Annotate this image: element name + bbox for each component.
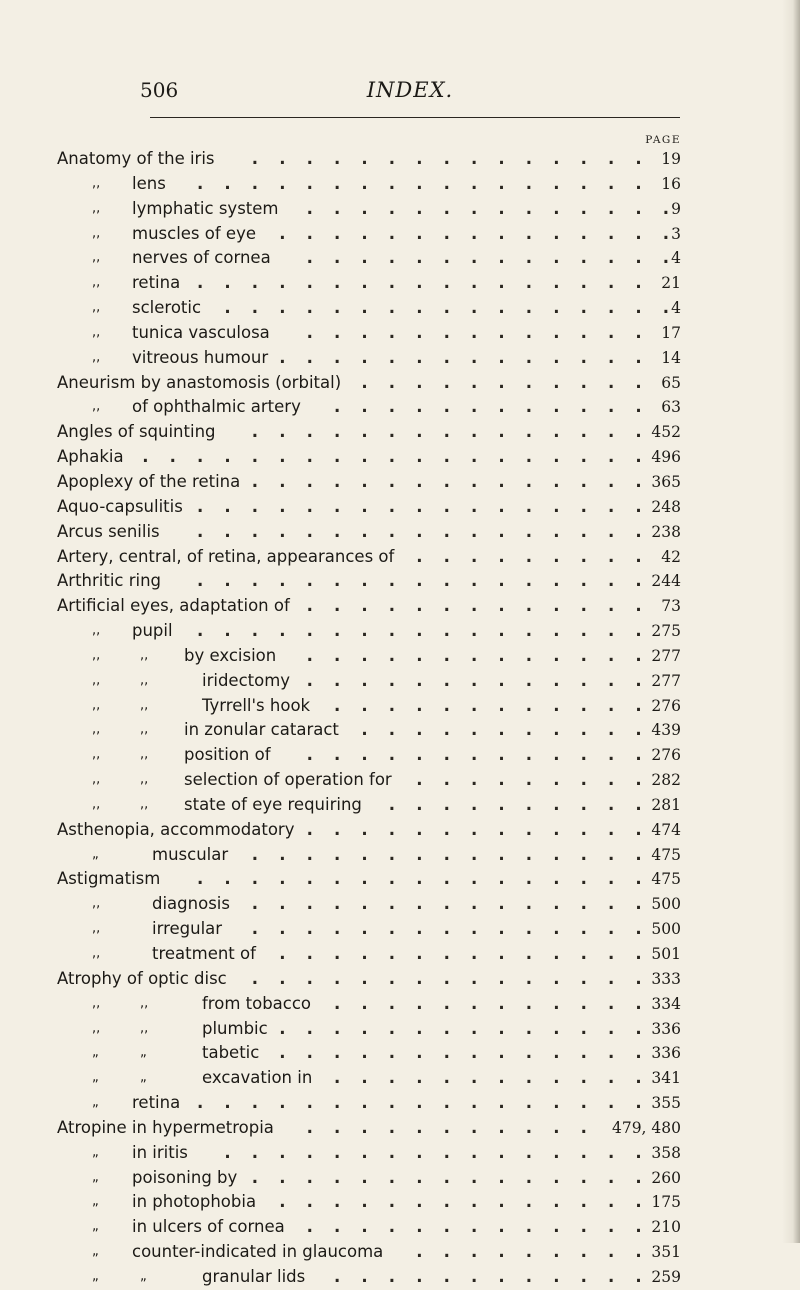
entry-term: excavation in [202, 1068, 313, 1088]
ditto-mark: „ [92, 846, 99, 862]
ditto-mark: ,, [92, 275, 101, 291]
ditto-mark-second: ,, [140, 796, 149, 812]
index-entry: ,, ,, iridectomy 277 . . . . . . . . . . . . . [0, 669, 800, 694]
index-entry: Artery, central, of retina, appearances of 42 . . . . . . . . . [0, 545, 800, 570]
entry-page-number: 3 [671, 224, 681, 243]
index-entry: Apoplexy of the retina 365 . . . . . . . . . . . . . . . [0, 470, 800, 495]
entry-term: in ulcers of cornea [132, 1217, 285, 1237]
entry-page-number: 501 [651, 945, 681, 963]
entry-term: treatment of [152, 944, 256, 963]
ditto-mark: ,, [92, 647, 101, 663]
index-entry: ,, ,, state of eye requiring 281 . . . . . . . . . . [0, 793, 800, 818]
entry-term: retina [132, 1093, 181, 1113]
entry-term: Aphakia [57, 447, 124, 467]
index-entry: Arcus senilis 238 . . . . . . . . . . . . . . . . . [0, 520, 800, 545]
entry-term: Asthenopia, accommodatory [57, 819, 295, 839]
index-entry: ,, muscles of eye 3 . . . . . . . . . . . . . . . [0, 222, 800, 247]
ditto-mark: ,, [92, 946, 101, 961]
entry-page-number: 4 [671, 249, 681, 268]
ditto-mark-second: ,, [140, 722, 149, 738]
index-entry: ,, ,, selection of operation for 282 . . . . . . . . . [0, 768, 800, 793]
entry-page-number: 500 [651, 920, 681, 939]
entry-term: selection of operation for [184, 770, 392, 790]
entry-page-number: 351 [651, 1243, 681, 1262]
index-entry: Atrophy of optic disc 333 . . . . . . . . . . . . . . . [0, 967, 800, 992]
entry-term: tabetic [202, 1043, 260, 1063]
ditto-mark: ,, [92, 349, 101, 365]
index-entry: „ in ulcers of cornea 210 . . . . . . . . . . . . . [0, 1215, 800, 1240]
ditto-mark: ,, [92, 175, 101, 191]
entry-term: counter-indicated in glaucoma [132, 1242, 384, 1262]
entry-term: in zonular cataract [184, 720, 339, 740]
index-entry: Angles of squinting 452 . . . . . . . . . . . . . . . [0, 420, 800, 445]
index-entry: „ „ granular lids 259 . . . . . . . . . . . . [0, 1265, 800, 1290]
ditto-mark: „ [92, 1169, 99, 1185]
index-entry: „ „ tabetic 336 . . . . . . . . . . . . . . [0, 1041, 800, 1066]
ditto-mark: ,, [92, 921, 101, 937]
index-entry: ,, treatment of 501 . . . . . . . . . . . . . . [0, 942, 800, 967]
page-number: 506 [140, 78, 179, 102]
entry-page-number: 260 [651, 1168, 681, 1187]
entry-term: Arthritic ring [57, 571, 162, 591]
index-entry: Aneurism by anastomosis (orbital) 65 . . . . . . . . . . . [0, 371, 800, 396]
index-entry: ,, sclerotic 4 . . . . . . . . . . . . . . . . . [0, 296, 800, 321]
ditto-mark-second: „ [140, 1045, 147, 1061]
entry-term: muscles of eye [132, 223, 256, 243]
ditto-mark: „ [92, 1045, 99, 1061]
entry-term: Aneurism by anastomosis (orbital) [57, 372, 342, 392]
entry-page-number: 259 [651, 1267, 681, 1286]
entry-term: Angles of squinting [57, 422, 216, 442]
ditto-mark-second: ,, [140, 772, 149, 788]
index-entry: ,, tunica vasculosa 17 . . . . . . . . . . . . . [0, 321, 800, 346]
entry-term: Atropine in hypermetropia [57, 1117, 274, 1137]
ditto-mark: ,, [92, 672, 101, 688]
entry-term: Anatomy of the iris [57, 149, 215, 168]
entry-page-number: 276 [651, 696, 681, 715]
ditto-mark-second: ,, [140, 1020, 149, 1036]
ditto-mark: ,, [92, 697, 101, 713]
ditto-mark: ,, [92, 747, 101, 763]
entry-page-number: 238 [651, 522, 681, 541]
running-title: INDEX. [366, 78, 454, 102]
entry-page-number: 336 [651, 1019, 681, 1038]
index-entry: Artificial eyes, adaptation of 73 . . . . . . . . . . . . . [0, 594, 800, 619]
entry-term: Artery, central, of retina, appearances of [57, 546, 395, 566]
entry-page-number: 341 [651, 1069, 681, 1088]
entry-page-number: 17 [661, 323, 681, 342]
entry-term: tunica vasculosa [132, 322, 270, 342]
index-entry: ,, diagnosis 500 . . . . . . . . . . . . . . . [0, 892, 800, 917]
entry-term: in iritis [132, 1142, 188, 1162]
ditto-mark: ,, [92, 225, 101, 241]
index-entry: Asthenopia, accommodatory 474 . . . . . . . . . . . . . [0, 818, 800, 843]
ditto-mark-second: ,, [140, 697, 149, 713]
ditto-mark: ,, [92, 324, 101, 340]
header-rule [150, 117, 680, 118]
entry-term: lymphatic system [132, 198, 279, 218]
entry-term: retina [132, 273, 181, 293]
index-entry: ,, pupil 275 . . . . . . . . . . . . . . . . . [0, 619, 800, 644]
index-entry: ,, ,, plumbic 336 . . . . . . . . . . . . . . [0, 1017, 800, 1042]
entry-term: sclerotic [132, 298, 202, 318]
entry-page-number: 277 [651, 671, 681, 690]
ditto-mark: ,, [92, 995, 101, 1011]
entry-term: Astigmatism [57, 869, 161, 889]
entry-term: position of [184, 745, 271, 765]
index-entry: ,, ,, Tyrrell's hook 276 . . . . . . . . . . . . [0, 694, 800, 719]
index-entry: ,, lymphatic system 9 . . . . . . . . . . . . . . [0, 197, 800, 222]
ditto-mark-second: „ [140, 1268, 147, 1284]
entry-page-number: 16 [661, 174, 681, 193]
entry-page-number: 175 [651, 1193, 681, 1212]
index-entry: Astigmatism 475 . . . . . . . . . . . . . . . . . [0, 867, 800, 892]
ditto-mark: ,, [92, 200, 101, 216]
entry-page-number: 496 [651, 448, 681, 467]
ditto-mark-second: ,, [140, 995, 149, 1011]
index-entry: Aquo-capsulitis 248 . . . . . . . . . . . . . . . . . [0, 495, 800, 520]
ditto-mark: ,, [92, 722, 101, 738]
ditto-mark: ,, [92, 796, 101, 812]
entry-term: muscular [152, 844, 229, 864]
entry-page-number: 439 [651, 721, 681, 740]
page-edge-shadow [782, 0, 800, 1243]
entry-page-number: 358 [651, 1143, 681, 1162]
entry-page-number: 479, 480 [611, 1118, 681, 1137]
entry-page-number: 73 [661, 597, 681, 616]
ditto-mark: ,, [92, 623, 101, 639]
entry-term: state of eye requiring [184, 794, 362, 814]
ditto-mark: ,, [92, 772, 101, 788]
entry-term: irregular [152, 919, 223, 939]
index-entry: ,, of ophthalmic artery 63 . . . . . . . . . . . . [0, 395, 800, 420]
index-entry: Anatomy of the iris 19 . . . . . . . . . . . . . . . [0, 147, 800, 172]
entry-term: nerves of cornea [132, 248, 271, 268]
index-entry: „ muscular 475 . . . . . . . . . . . . . . . [0, 843, 800, 868]
entry-page-number: 4 [671, 299, 681, 318]
entry-page-number: 365 [651, 472, 681, 491]
index-entry: ,, ,, in zonular cataract 439 . . . . . . . . . . . [0, 718, 800, 743]
entry-page-number: 275 [651, 622, 681, 641]
entry-page-number: 277 [651, 646, 681, 665]
ditto-mark: „ [92, 1194, 99, 1210]
entry-term: Atrophy of optic disc [57, 968, 227, 988]
ditto-mark-second: ,, [140, 747, 149, 763]
entry-page-number: 475 [651, 870, 681, 889]
index-entry: Arthritic ring 244 . . . . . . . . . . . . . . . . . [0, 569, 800, 594]
entry-page-number: 334 [651, 994, 681, 1013]
entry-term: by excision [184, 645, 277, 665]
ditto-mark: „ [92, 1144, 99, 1160]
index-entry: „ poisoning by 260 . . . . . . . . . . . . . . . [0, 1166, 800, 1191]
entry-page-number: 452 [651, 423, 681, 442]
entry-term: diagnosis [152, 894, 230, 914]
ditto-mark: ,, [92, 399, 101, 415]
entry-term: Arcus senilis [57, 521, 160, 541]
index-entry: ,, irregular 500 . . . . . . . . . . . . . . . [0, 917, 800, 942]
entry-page-number: 244 [651, 572, 681, 591]
ditto-mark: ,, [92, 1020, 101, 1036]
entry-page-number: 336 [651, 1044, 681, 1063]
entry-page-number: 65 [661, 373, 681, 392]
entry-page-number: 63 [661, 398, 681, 417]
index-entry: „ counter-indicated in glaucoma 351 . . . . . . . . . [0, 1240, 800, 1265]
entry-term: granular lids [202, 1266, 306, 1286]
index-entry: ,, lens 16 . . . . . . . . . . . . . . . . . [0, 172, 800, 197]
entry-page-number: 9 [671, 199, 681, 218]
entry-page-number: 282 [651, 771, 681, 790]
entry-term: pupil [132, 621, 173, 641]
entry-term: in photophobia [132, 1192, 257, 1212]
ditto-mark-second: „ [140, 1070, 147, 1086]
entry-page-number: 42 [661, 547, 681, 566]
ditto-mark-second: ,, [140, 647, 149, 663]
entry-term: lens [132, 173, 166, 193]
index-entry: „ in photophobia 175 . . . . . . . . . . . . . . [0, 1190, 800, 1215]
ditto-mark: „ [92, 1244, 99, 1260]
entry-page-number: 14 [661, 348, 681, 367]
ditto-mark: „ [92, 1070, 99, 1086]
index-entry: ,, retina 21 . . . . . . . . . . . . . . . . . [0, 271, 800, 296]
entry-page-number: 333 [651, 969, 681, 988]
index-entry: ,, ,, from tobacco 334 . . . . . . . . . . . . [0, 992, 800, 1017]
entry-term: vitreous humour [132, 347, 269, 367]
entry-page-number: 248 [651, 497, 681, 516]
index-entry: „ retina 355 . . . . . . . . . . . . . . . . . [0, 1091, 800, 1116]
entry-term: iridectomy [202, 670, 291, 690]
entry-page-number: 355 [651, 1094, 681, 1113]
entry-page-number: 475 [651, 845, 681, 864]
ditto-mark-second: ,, [140, 672, 149, 688]
entry-term: Apoplexy of the retina [57, 471, 241, 491]
ditto-mark: ,, [92, 250, 101, 266]
ditto-mark: ,, [92, 896, 101, 912]
entry-page-number: 500 [651, 895, 681, 914]
running-header [140, 78, 680, 112]
ditto-mark: „ [92, 1268, 99, 1284]
entry-page-number: 276 [651, 746, 681, 765]
page-column-label: PAGE [645, 134, 681, 146]
index-entry: ,, nerves of cornea 4 . . . . . . . . . . . . . . [0, 246, 800, 271]
ditto-mark: „ [92, 1219, 99, 1235]
entry-term: Tyrrell's hook [202, 695, 311, 715]
ditto-mark: „ [92, 1095, 99, 1111]
entry-page-number: 281 [651, 795, 681, 814]
entry-page-number: 21 [661, 274, 681, 293]
index-entry: ,, ,, position of 276 . . . . . . . . . . . . . [0, 743, 800, 768]
ditto-mark: ,, [92, 300, 101, 316]
entry-page-number: 210 [651, 1218, 681, 1237]
index-entry: Atropine in hypermetropia 479, 480 . . . . . . . . . . . [0, 1116, 800, 1141]
index-entry: „ in iritis 358 . . . . . . . . . . . . . . . . [0, 1141, 800, 1166]
entry-term: plumbic [202, 1018, 268, 1038]
index-entry: „ „ excavation in 341 . . . . . . . . . . . . [0, 1066, 800, 1091]
entry-term: of ophthalmic artery [132, 397, 301, 417]
index-entry: Aphakia 496 . . . . . . . . . . . . . . . . . . . [0, 445, 800, 470]
index-entry: ,, vitreous humour 14 . . . . . . . . . . . . . . [0, 346, 800, 371]
entry-term: Aquo-capsulitis [57, 496, 183, 516]
index-entries [0, 147, 800, 1290]
entry-term: poisoning by [132, 1167, 238, 1187]
index-entry: ,, ,, by excision 277 . . . . . . . . . . . . . [0, 644, 800, 669]
entry-page-number: 474 [651, 820, 681, 839]
entry-term: Artificial eyes, adaptation of [57, 596, 290, 616]
entry-page-number: 19 [661, 150, 681, 168]
entry-term: from tobacco [202, 993, 312, 1013]
